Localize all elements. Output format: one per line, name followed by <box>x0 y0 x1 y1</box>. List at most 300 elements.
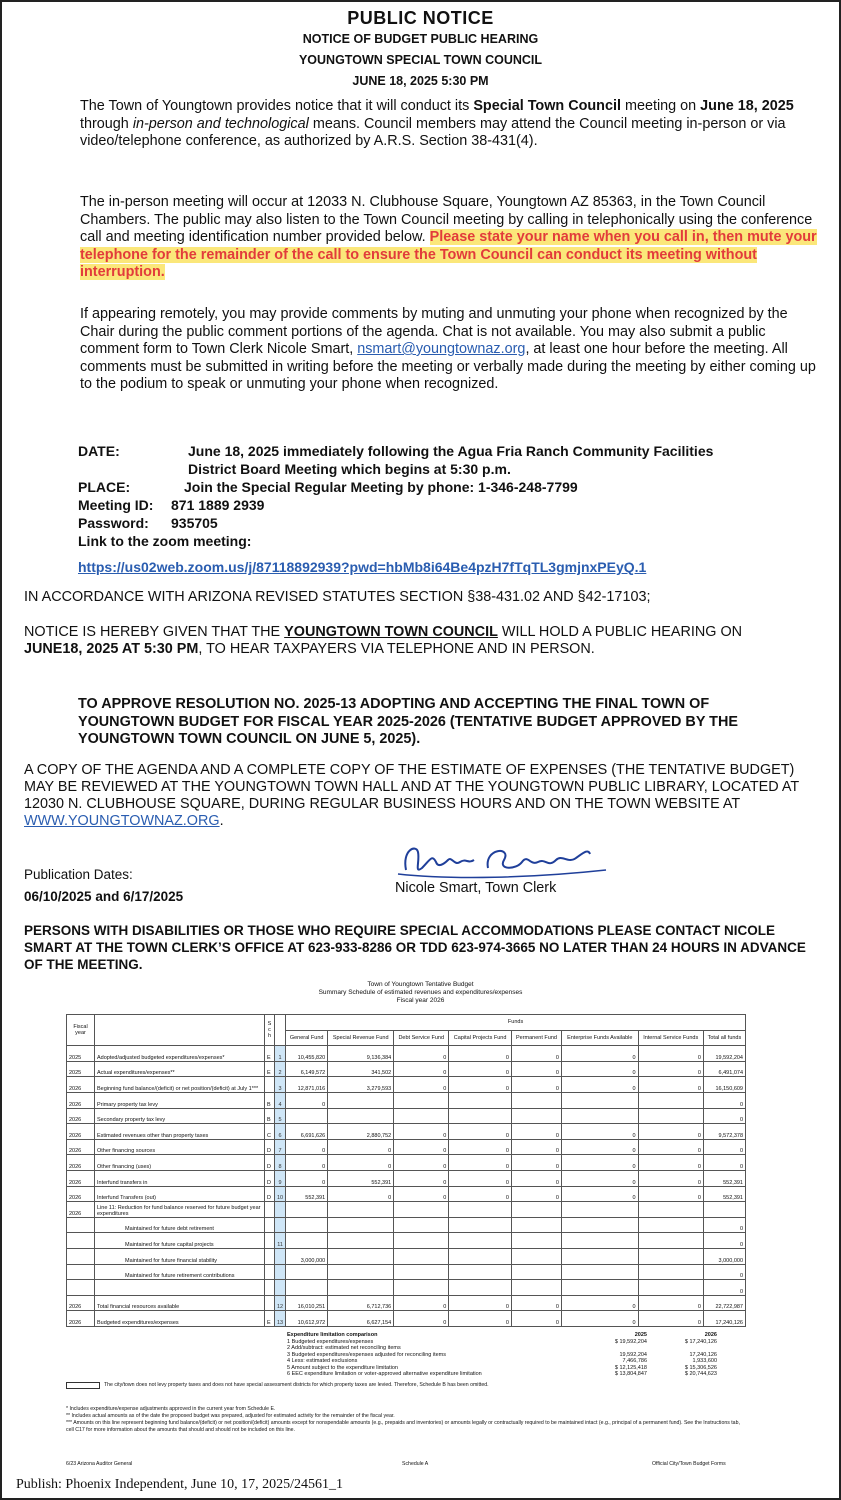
row-value <box>286 1217 328 1233</box>
council-name: YOUNGTOWN TOWN COUNCIL <box>284 624 498 640</box>
row-value <box>449 1264 512 1280</box>
row-value: 552,391 <box>703 1186 745 1202</box>
expenditure-row <box>287 1371 747 1378</box>
legend-text: The city/town does not levy property taxes and does not have special assessment districts for which property taxes are levied. Therefore, Schedule B has been omitted. <box>104 1382 489 1388</box>
row-year: 2025 <box>67 1046 95 1062</box>
row-value: 0 <box>561 1155 638 1171</box>
row-value: 552,391 <box>328 1170 394 1186</box>
row-value: 10,612,972 <box>286 1311 328 1327</box>
expenditure-2025: $ 19,592,204 <box>614 1338 647 1345</box>
row-value: 0 <box>394 1170 449 1186</box>
row-line-number <box>275 1264 286 1280</box>
row-value: 3,000,000 <box>286 1248 328 1264</box>
row-value: 19,592,204 <box>703 1046 745 1062</box>
date-row <box>78 442 713 478</box>
row-value: 0 <box>561 1046 638 1062</box>
row-value: 0 <box>638 1186 703 1202</box>
row-value: 0 <box>511 1295 561 1311</box>
schedule-note: ** Includes actual amounts as of the date the proposed budget was prepared, adjusted for estimated activity for the remainder of the fiscal year. <box>66 1413 395 1419</box>
row-value: 3,279,593 <box>328 1077 394 1093</box>
row-value <box>286 1264 328 1280</box>
row-value: 0 <box>394 1186 449 1202</box>
row-description: Line 11: Reduction for fund balance reserved for future budget year expenditures <box>95 1202 265 1218</box>
hearing-text: WILL HOLD A PUBLIC HEARING ON <box>497 624 743 640</box>
row-value <box>638 1108 703 1124</box>
statute-line: IN ACCORDANCE WITH ARIZONA REVISED STATUTES SECTION §38-431.02 AND §42-17103; <box>24 589 651 605</box>
intro-text: means. Council members may attend the Council meeting in-person or via video/telephone conference, as authorized by A.R.S. Section 38-431(4). <box>80 115 786 149</box>
clerk-name: Nicole Smart, Town Clerk <box>395 880 557 896</box>
fund-column-header: General Fund <box>286 1030 328 1046</box>
row-value <box>328 1233 394 1249</box>
row-value: 0 <box>394 1139 449 1155</box>
row-year: 2026 <box>67 1139 95 1155</box>
intro-text: through <box>80 115 133 132</box>
row-description: Primary property tax levy <box>95 1092 265 1108</box>
clerk-signature <box>392 840 612 884</box>
row-value <box>328 1092 394 1108</box>
notice-subtitle-2: YOUNGTOWN SPECIAL TOWN COUNCIL <box>298 53 543 67</box>
row-line-number: 5 <box>275 1108 286 1124</box>
row-value: 0 <box>394 1295 449 1311</box>
table-row <box>67 1124 746 1140</box>
row-value <box>511 1092 561 1108</box>
table-row <box>67 1217 746 1233</box>
intro-means: in-person and technological <box>132 115 309 132</box>
accommodations-notice: PERSONS WITH DISABILITIES OR THOSE WHO REQUIRE SPECIAL ACCOMMODATIONS PLEASE CONTACT NICOLE SMART AT THE TOWN CLERK’S OFFICE AT 623-933-8286 OR TDD 623-974-3665 NO LATER THAN 24 HOURS IN ADVANCE OF THE MEETING. <box>24 923 806 972</box>
row-value: 0 <box>286 1170 328 1186</box>
remote-comment-paragraph <box>80 306 820 394</box>
row-value: 0 <box>394 1061 449 1077</box>
row-value: 0 <box>638 1061 703 1077</box>
row-schedule <box>265 1077 275 1093</box>
row-year: 2026 <box>67 1186 95 1202</box>
row-schedule <box>265 1248 275 1264</box>
row-description: Other financing sources <box>95 1139 265 1155</box>
row-value: 0 <box>561 1186 638 1202</box>
row-value: 0 <box>638 1295 703 1311</box>
row-value <box>328 1108 394 1124</box>
row-value <box>511 1108 561 1124</box>
row-line-number <box>275 1280 286 1296</box>
row-year <box>67 1264 95 1280</box>
row-value: 0 <box>511 1155 561 1171</box>
table-row <box>67 1046 746 1062</box>
row-value <box>449 1280 512 1296</box>
row-line-number: 4 <box>275 1092 286 1108</box>
row-value: 0 <box>511 1077 561 1093</box>
call-in-instructions: Please state your name when you call in, then mute your telephone for the remainder of the call to ensure the Town Council can conduct its meeting without interruption. <box>80 229 817 280</box>
expenditure-2026: $ 17,240,126 <box>684 1338 717 1345</box>
col-line <box>275 1015 286 1046</box>
row-value: 10,455,820 <box>286 1046 328 1062</box>
expenditure-desc: 4 Less: estimated exclusions <box>287 1358 358 1364</box>
row-value <box>561 1108 638 1124</box>
row-value <box>328 1248 394 1264</box>
intro-meeting-type: Special Town Council <box>473 98 621 114</box>
fund-column-header: Debt Service Fund <box>394 1030 449 1046</box>
table-row <box>67 1264 746 1280</box>
row-year <box>67 1248 95 1264</box>
col-description <box>95 1015 265 1046</box>
expenditure-desc: 1 Budgeted expenditures/expenses <box>287 1338 374 1345</box>
notice-title: PUBLIC NOTICE <box>347 8 494 28</box>
row-value <box>449 1108 512 1124</box>
resolution-statement: TO APPROVE RESOLUTION NO. 2025-13 ADOPTING AND ACCEPTING THE FINAL TOWN OF YOUNGTOWN BUDGET FOR FISCAL YEAR 2025-2026 (TENTATIVE BUDGET APPROVED BY THE YOUNGTOWN TOWN COUNCIL ON JUNE 5, 2025). <box>78 696 738 747</box>
row-line-number: 9 <box>275 1170 286 1186</box>
row-value <box>511 1233 561 1249</box>
intro-paragraph <box>80 98 820 151</box>
row-line-number: 13 <box>275 1311 286 1327</box>
row-value <box>561 1217 638 1233</box>
row-year: 2025 <box>67 1061 95 1077</box>
row-description: Budgeted expenditures/expenses <box>95 1311 265 1327</box>
row-value <box>638 1217 703 1233</box>
expenditure-2026: 17,240,126 <box>689 1351 717 1358</box>
footer-auditor: 6/23 Arizona Auditor General <box>66 1461 133 1467</box>
table-row <box>67 1155 746 1171</box>
row-value: 0 <box>703 1139 745 1155</box>
row-schedule: C <box>265 1124 275 1140</box>
expenditure-2025: 19,592,204 <box>619 1351 647 1358</box>
row-schedule <box>265 1280 275 1296</box>
expenditure-limitation <box>287 1332 747 1378</box>
row-value: 0 <box>703 1280 745 1296</box>
row-value: 0 <box>328 1155 394 1171</box>
row-value <box>394 1264 449 1280</box>
row-value: 0 <box>286 1092 328 1108</box>
table-row <box>67 1092 746 1108</box>
row-year: 2026 <box>67 1170 95 1186</box>
hearing-notice <box>24 624 804 658</box>
footer-forms: Official City/Town Budget Forms <box>652 1461 726 1467</box>
row-line-number: 1 <box>275 1046 286 1062</box>
row-description: Maintained for future capital projects <box>95 1233 265 1249</box>
remote-text: If appearing remotely, you may provide comments by muting and unmuting your phone when recognized by the Chair during the public comment portions of the agenda. Chat is not available. You may also submit a public comment form to Town Clerk Nicole Smart, <box>80 306 788 357</box>
row-value <box>449 1092 512 1108</box>
expenditure-heading: Expenditure limitation comparison <box>287 1332 378 1338</box>
place-value: Join the Special Regular Meeting by phone: 1-346-248-7799 <box>184 479 578 495</box>
row-value <box>561 1202 638 1218</box>
row-line-number: 7 <box>275 1139 286 1155</box>
row-value <box>394 1092 449 1108</box>
row-description: Actual expenditures/expenses** <box>95 1061 265 1077</box>
date-value-cont: District Board Meeting which begins at 5:30 p.m. <box>188 461 511 477</box>
row-value <box>449 1248 512 1264</box>
row-value: 0 <box>449 1061 512 1077</box>
funds-heading: Funds <box>286 1015 746 1031</box>
row-value: 0 <box>449 1139 512 1155</box>
row-value <box>511 1202 561 1218</box>
expenditure-2026: 1,933,600 <box>692 1358 717 1364</box>
row-value: 0 <box>328 1186 394 1202</box>
row-schedule: E <box>265 1311 275 1327</box>
row-value: 0 <box>449 1170 512 1186</box>
row-value: 0 <box>638 1046 703 1062</box>
row-value <box>449 1202 512 1218</box>
row-value: 6,627,154 <box>328 1311 394 1327</box>
row-value: 0 <box>561 1311 638 1327</box>
date-value: June 18, 2025 immediately following the Agua Fria Ranch Community Facilities <box>188 443 714 459</box>
row-value <box>638 1264 703 1280</box>
expenditure-desc: 6 EEC expenditure limitation or voter-approved alternative expenditure limitation <box>287 1371 482 1377</box>
row-value: 9,572,378 <box>703 1124 745 1140</box>
row-value: 0 <box>561 1139 638 1155</box>
row-value: 2,880,752 <box>328 1124 394 1140</box>
row-description: Maintained for future retirement contributions <box>95 1264 265 1280</box>
row-schedule: E <box>265 1046 275 1062</box>
row-value <box>286 1202 328 1218</box>
table-row <box>67 1170 746 1186</box>
row-value: 0 <box>561 1295 638 1311</box>
schedule-note: * Includes expenditure/expense adjustments approved in the current year from Schedule E. <box>66 1406 276 1412</box>
expenditure-col-2026: 2026 <box>704 1332 717 1338</box>
row-value <box>561 1280 638 1296</box>
row-value: 0 <box>638 1077 703 1093</box>
row-value: 0 <box>703 1264 745 1280</box>
row-value <box>394 1280 449 1296</box>
row-description: Beginning fund balance/(deficit) or net position/(deficit) at July 1*** <box>95 1077 265 1093</box>
password-value: 935705 <box>171 515 218 531</box>
row-description: Adopted/adjusted budgeted expenditures/expenses* <box>95 1046 265 1062</box>
hearing-date: JUNE18, 2025 AT 5:30 PM <box>24 641 199 657</box>
row-schedule: B <box>265 1092 275 1108</box>
expenditure-col-2025: 2025 <box>634 1332 647 1338</box>
row-value <box>286 1108 328 1124</box>
row-value: 0 <box>561 1170 638 1186</box>
row-value <box>328 1217 394 1233</box>
row-value <box>328 1202 394 1218</box>
place-row <box>78 478 578 496</box>
row-year: 2026 <box>67 1124 95 1140</box>
row-value <box>638 1202 703 1218</box>
zoom-link-label: Link to the zoom meeting: <box>78 533 252 549</box>
expenditure-2026: $ 15,306,526 <box>684 1364 717 1371</box>
footer-schedule: Schedule A <box>402 1461 429 1467</box>
table-row <box>67 1061 746 1077</box>
row-year: 2026 <box>67 1295 95 1311</box>
row-value: 0 <box>449 1186 512 1202</box>
row-value <box>286 1233 328 1249</box>
row-year: 2026 <box>67 1092 95 1108</box>
fund-column-header: Enterprise Funds Available <box>561 1030 638 1046</box>
row-schedule <box>265 1202 275 1218</box>
row-value <box>511 1248 561 1264</box>
row-description: Maintained for future debt retirement <box>95 1217 265 1233</box>
row-schedule: D <box>265 1139 275 1155</box>
meeting-id-row <box>78 496 264 514</box>
intro-text: meeting on <box>620 98 701 114</box>
table-row <box>67 1108 746 1124</box>
row-value: 22,722,987 <box>703 1295 745 1311</box>
row-line-number <box>275 1248 286 1264</box>
expenditure-desc: 3 Budgeted expenditures/expenses adjusted for reconciling items <box>287 1351 446 1358</box>
row-year <box>67 1233 95 1249</box>
row-year <box>67 1217 95 1233</box>
row-value <box>561 1092 638 1108</box>
clerk-email-link[interactable]: nsmart@youngtownaz.org <box>357 341 526 357</box>
row-value: 0 <box>449 1295 512 1311</box>
row-description: Other financing (uses) <box>95 1155 265 1171</box>
row-line-number: 11 <box>275 1233 286 1249</box>
row-value: 0 <box>511 1311 561 1327</box>
notice-date-heading: JUNE 18, 2025 5:30 PM <box>352 74 489 88</box>
row-value <box>638 1092 703 1108</box>
row-value: 0 <box>286 1139 328 1155</box>
legend-checkbox <box>66 1382 100 1389</box>
row-value <box>286 1280 328 1296</box>
row-schedule: D <box>265 1170 275 1186</box>
row-value: 0 <box>511 1139 561 1155</box>
row-value <box>638 1248 703 1264</box>
row-value: 0 <box>511 1170 561 1186</box>
row-value: 0 <box>449 1155 512 1171</box>
row-value <box>394 1202 449 1218</box>
row-year: 2026 <box>67 1311 95 1327</box>
row-value <box>703 1202 745 1218</box>
row-value: 0 <box>394 1046 449 1062</box>
row-year: 2026 <box>67 1155 95 1171</box>
row-value: 0 <box>638 1155 703 1171</box>
row-schedule: B <box>265 1108 275 1124</box>
table-row <box>67 1186 746 1202</box>
row-value <box>638 1233 703 1249</box>
intro-text: The Town of Youngtown provides notice that it will conduct its <box>80 98 474 114</box>
row-value: 0 <box>449 1077 512 1093</box>
town-website-link[interactable]: WWW.YOUNGTOWNAZ.ORG <box>24 813 220 829</box>
schedule-title: Town of Youngtown Tentative Budget <box>367 981 474 988</box>
schedule-notes <box>66 1406 746 1434</box>
row-value: 0 <box>638 1124 703 1140</box>
row-value <box>394 1248 449 1264</box>
col-fiscal-year: Fiscal year <box>67 1015 95 1046</box>
row-value <box>561 1264 638 1280</box>
row-value <box>449 1217 512 1233</box>
col-schedule: S c h <box>265 1015 275 1046</box>
row-value: 0 <box>286 1155 328 1171</box>
fund-column-header: Special Revenue Fund <box>328 1030 394 1046</box>
row-value: 0 <box>449 1311 512 1327</box>
schedule-subtitle: Summary Schedule of estimated revenues and expenditures/expenses <box>318 989 523 996</box>
schedule-fiscal-year: Fiscal year 2026 <box>396 997 445 1004</box>
row-value: 0 <box>449 1046 512 1062</box>
row-line-number: 10 <box>275 1186 286 1202</box>
password-row <box>78 514 218 532</box>
schedule-note: *** Amounts on this line represent beginning fund balance/(deficit) or net position/(deficit) amounts except for nonspendable amounts (e.g., prepaids and inventories) or amounts legally or contractually required to be maintained intact (e.g., principal of a permanent fund). See the Instructions tab, cell C17 for more information about the amounts that should and should not be included on this line. <box>66 1420 740 1433</box>
row-value: 0 <box>561 1061 638 1077</box>
row-value: 0 <box>394 1124 449 1140</box>
table-row <box>67 1295 746 1311</box>
row-line-number: 3 <box>275 1077 286 1093</box>
row-value: 0 <box>561 1124 638 1140</box>
hearing-text: NOTICE IS HEREBY GIVEN THAT THE <box>24 624 285 640</box>
row-description: Maintained for future financial stability <box>95 1248 265 1264</box>
row-value <box>511 1280 561 1296</box>
row-value: 0 <box>703 1108 745 1124</box>
row-value: 0 <box>703 1092 745 1108</box>
row-schedule <box>265 1217 275 1233</box>
expenditure-2025: $ 12,125,418 <box>614 1364 647 1371</box>
row-value: 0 <box>328 1139 394 1155</box>
expenditure-desc: 2 Add/subtract: estimated net reconciling items <box>287 1345 401 1351</box>
table-row <box>67 1233 746 1249</box>
location-text: The in-person meeting will occur at 12033 N. Clubhouse Square, Youngtown AZ 85363, in the Town Council Chambers. The public may also listen to the Town Council meeting by calling in telephonically using the conference call and meeting identification number provided below. <box>80 194 813 245</box>
row-value <box>511 1217 561 1233</box>
row-value <box>638 1280 703 1296</box>
place-label: PLACE: <box>78 479 131 495</box>
row-value: 0 <box>394 1311 449 1327</box>
row-value <box>394 1108 449 1124</box>
row-value: 12,871,016 <box>286 1077 328 1093</box>
publication-dates <box>24 864 183 908</box>
row-value: 17,240,126 <box>703 1311 745 1327</box>
row-value <box>561 1248 638 1264</box>
row-description <box>95 1280 265 1296</box>
publication-label: Publication Dates: <box>24 867 133 882</box>
table-row <box>67 1077 746 1093</box>
row-line-number: 8 <box>275 1155 286 1171</box>
row-value <box>328 1280 394 1296</box>
row-value <box>394 1217 449 1233</box>
row-value: 0 <box>394 1077 449 1093</box>
table-row <box>67 1280 746 1296</box>
row-value <box>449 1233 512 1249</box>
row-description: Interfund Transfers (out) <box>95 1186 265 1202</box>
fund-column-header: Capital Projects Fund <box>449 1030 512 1046</box>
notice-subtitle-1: NOTICE OF BUDGET PUBLIC HEARING <box>302 32 539 46</box>
hearing-text: , TO HEAR TAXPAYERS VIA TELEPHONE AND IN PERSON. <box>198 641 595 657</box>
row-value <box>328 1264 394 1280</box>
row-schedule: E <box>265 1061 275 1077</box>
row-value <box>394 1233 449 1249</box>
copy-availability <box>24 762 804 830</box>
table-row <box>67 1139 746 1155</box>
row-value: 6,691,626 <box>286 1124 328 1140</box>
row-description: Secondary property tax levy <box>95 1108 265 1124</box>
row-value: 6,491,074 <box>703 1061 745 1077</box>
row-value <box>561 1233 638 1249</box>
budget-summary-table <box>66 1014 746 1327</box>
row-value: 6,712,736 <box>328 1295 394 1311</box>
row-schedule: D <box>265 1155 275 1171</box>
remote-text: , at least one hour before the meeting. All comments must be submitted in writing before the meeting or verbally made during the meeting by either coming up to the podium to speak or unmuting your phone when recognized. <box>80 341 816 392</box>
row-value: 0 <box>511 1061 561 1077</box>
row-line-number: 12 <box>275 1295 286 1311</box>
row-value: 0 <box>638 1311 703 1327</box>
table-row <box>67 1202 746 1218</box>
row-value: 0 <box>511 1186 561 1202</box>
fund-column-header: Permanent Fund <box>511 1030 561 1046</box>
expenditure-2026: $ 20,744,623 <box>684 1371 717 1377</box>
row-year: 2026 <box>67 1077 95 1093</box>
row-value: 552,391 <box>286 1186 328 1202</box>
row-description: Estimated revenues other than property taxes <box>95 1124 265 1140</box>
row-schedule <box>265 1264 275 1280</box>
row-value: 0 <box>449 1124 512 1140</box>
row-line-number: 6 <box>275 1124 286 1140</box>
fund-column-header: Total all funds <box>703 1030 745 1046</box>
row-value: 341,502 <box>328 1061 394 1077</box>
row-value: 9,136,384 <box>328 1046 394 1062</box>
row-schedule: D <box>265 1186 275 1202</box>
zoom-meeting-link[interactable]: https://us02web.zoom.us/j/87118892939?pwd=hbMb8i64Be4pzH7fTqTL3gmjnxPEyQ.1 <box>78 559 647 575</box>
row-value <box>511 1264 561 1280</box>
password-label: Password: <box>78 515 149 531</box>
row-description: Interfund transfers in <box>95 1170 265 1186</box>
row-schedule <box>265 1295 275 1311</box>
row-value: 0 <box>703 1217 745 1233</box>
row-value: 0 <box>638 1139 703 1155</box>
row-schedule <box>265 1233 275 1249</box>
